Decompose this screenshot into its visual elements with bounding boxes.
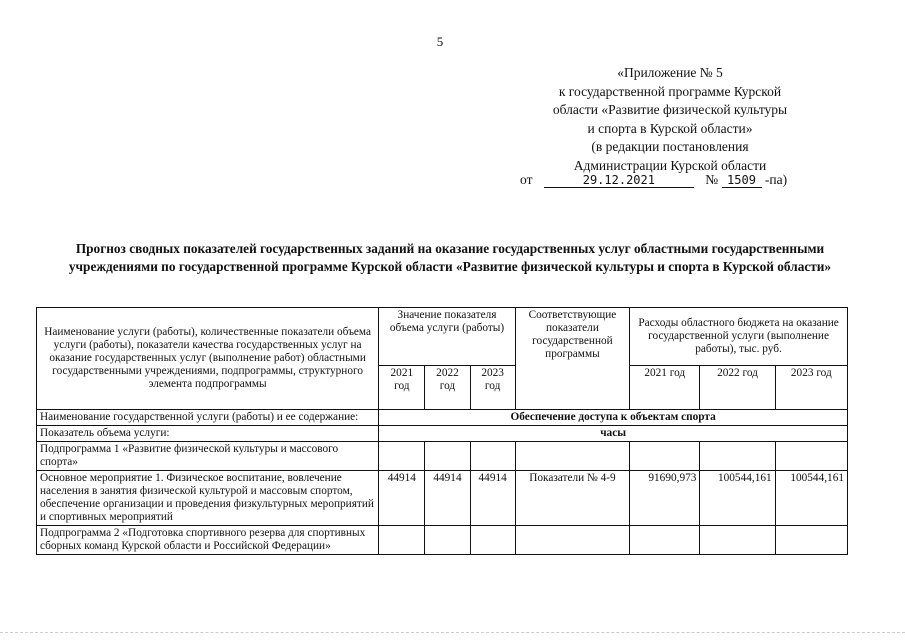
- empty-cell: [515, 526, 629, 555]
- appendix-line: (в редакции постановления: [591, 139, 749, 155]
- empty-cell: [470, 526, 515, 555]
- header-value-group: Значение показателя объема услуги (работы): [379, 308, 516, 366]
- service-label: Наименование государственной услуги (работы) и ее содержание:: [37, 410, 379, 426]
- empty-cell: [775, 442, 847, 471]
- number-label: №: [705, 172, 719, 187]
- empty-cell: [630, 442, 700, 471]
- indicator-value: часы: [379, 426, 848, 442]
- header-expense-year: 2023 год: [775, 366, 847, 410]
- page-number: 5: [436, 34, 444, 49]
- expense-2023: 100544,161: [775, 471, 847, 526]
- empty-cell: [379, 526, 425, 555]
- header-indicators: Соответствующие показатели государственной программы: [515, 308, 629, 410]
- empty-cell: [470, 442, 515, 471]
- empty-cell: [775, 526, 847, 555]
- measure-row: [37, 471, 848, 526]
- number-suffix: -па): [764, 172, 788, 187]
- subprogram-row: [37, 526, 848, 555]
- empty-cell: [425, 526, 470, 555]
- resolution-date: 29.12.2021: [544, 173, 694, 188]
- appendix-line: и спорта в Курской области»: [587, 120, 753, 136]
- appendix-line: к государственной программе Курской: [558, 83, 782, 99]
- appendix-line: области «Развитие физической культуры: [552, 102, 788, 118]
- scan-edge-divider: [0, 632, 905, 635]
- subprogram-2-label: Подпрограмма 2 «Подготовка спортивного резерва для спортивных сборных команд Курской области и Российской Федерации»: [37, 526, 379, 555]
- indicator-row: [37, 426, 848, 442]
- service-value: Обеспечение доступа к объектам спорта: [379, 410, 848, 426]
- header-expenses-group: Расходы областного бюджета на оказание государственной услуги (выполнение работы), тыс. руб.: [630, 308, 848, 366]
- empty-cell: [379, 442, 425, 471]
- document-title: Прогноз сводных показателей государственных заданий на оказание государственных услуг областными государственными учреждениями по государственной программе Курской области «Развитие физической культуры и спорта в Курской области»: [68, 241, 832, 274]
- header-row: [37, 308, 848, 366]
- empty-cell: [630, 526, 700, 555]
- from-label: от: [520, 172, 533, 187]
- header-value-year: 2022 год: [425, 366, 470, 410]
- header-expense-year: 2022 год: [700, 366, 775, 410]
- header-value-year: 2021 год: [379, 366, 425, 410]
- subprogram-1-label: Подпрограмма 1 «Развитие физической культуры и массового спорта»: [37, 442, 379, 471]
- expense-2021: 91690,973: [630, 471, 700, 526]
- measure-indicators: Показатели № 4-9: [515, 471, 629, 526]
- expense-2022: 100544,161: [700, 471, 775, 526]
- header-value-year: 2023 год: [470, 366, 515, 410]
- header-name-column: Наименование услуги (работы), количественные показатели объема услуги (работы), показатели качества государственных услуг на оказание государственных услуг (выполнение работ) областными государственными учреждениями, подпрограммы, структурного элемента подпрограммы: [37, 308, 379, 410]
- value-2022: 44914: [425, 471, 470, 526]
- measure-1-label: Основное мероприятие 1. Физическое воспитание, вовлечение населения в занятия физической культурой и массовым спортом, обеспечение организации и проведения физкультурных мероприятий и спортивных мероприятий: [37, 471, 379, 526]
- empty-cell: [700, 526, 775, 555]
- appendix-line: «Приложение № 5: [617, 65, 723, 80]
- indicator-label: Показатель объема услуги:: [37, 426, 379, 442]
- empty-cell: [700, 442, 775, 471]
- value-2021: 44914: [379, 471, 425, 526]
- service-row: [37, 410, 848, 426]
- forecast-table: [36, 307, 848, 555]
- resolution-number: 1509: [722, 173, 762, 188]
- resolution-reference: [520, 172, 787, 188]
- empty-cell: [515, 442, 629, 471]
- value-2023: 44914: [470, 471, 515, 526]
- subprogram-row: [37, 442, 848, 471]
- empty-cell: [425, 442, 470, 471]
- appendix-header: [520, 64, 820, 176]
- header-expense-year: 2021 год: [630, 366, 700, 410]
- appendix-line: Администрации Курской области: [573, 157, 767, 173]
